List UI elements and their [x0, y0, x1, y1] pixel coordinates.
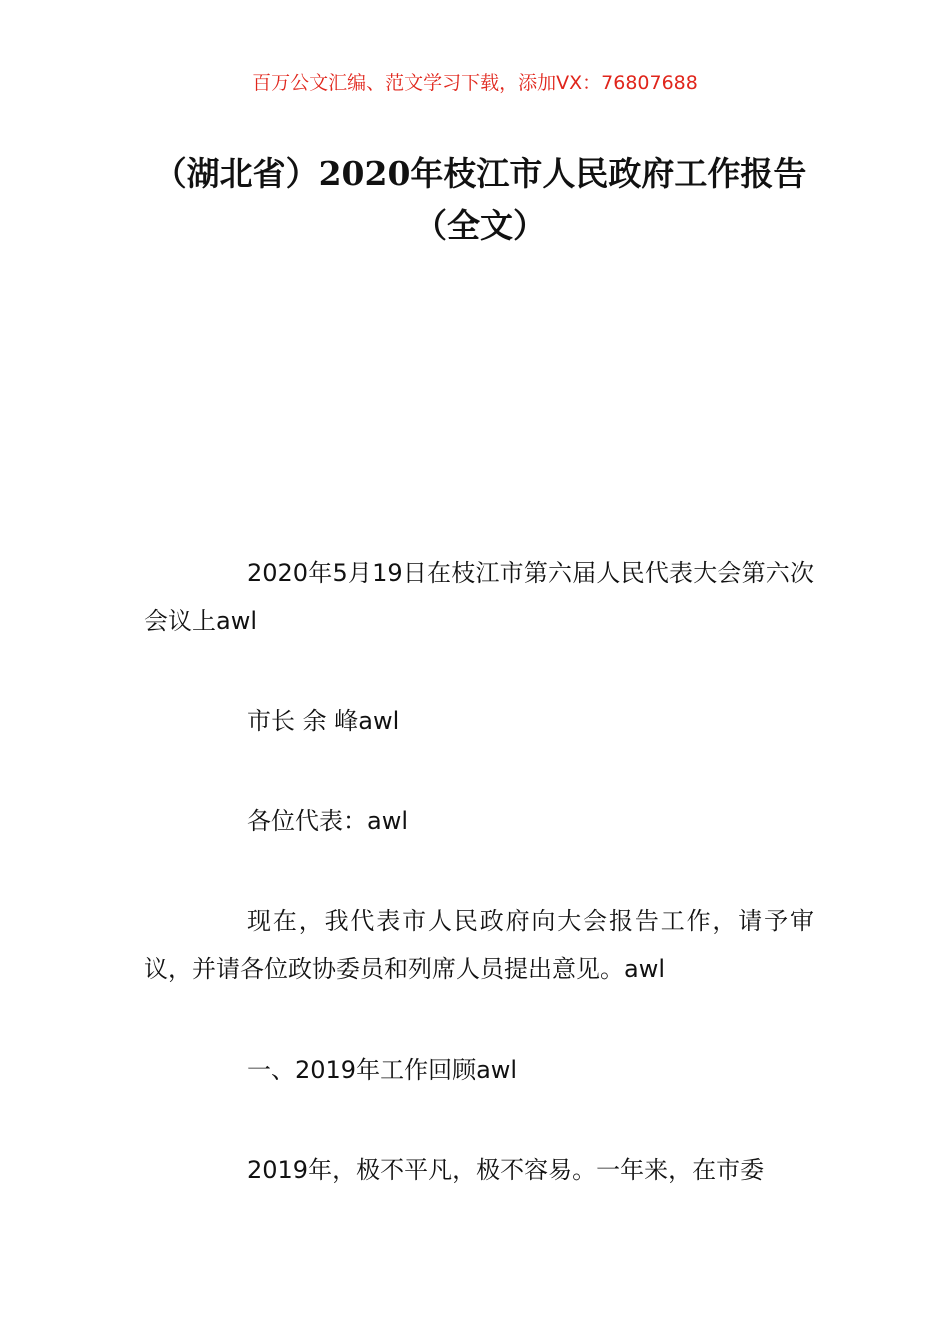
document-title: （湖北省）2020年枝江市人民政府工作报告（全文）: [153, 154, 807, 245]
paragraph-salutation: [144, 797, 814, 845]
paragraph-meeting-info: [144, 549, 814, 645]
paragraph-review-start: [144, 1146, 814, 1194]
paragraph-text: 市长 余 峰awl: [247, 707, 400, 735]
paragraph-text: 各位代表：awl: [247, 807, 409, 835]
paragraph-text: 2020年5月19日在枝江市第六届人民代表大会第六次会议上awl: [144, 559, 814, 635]
paragraph-speaker: [144, 697, 814, 745]
paragraph-text: 一、2019年工作回顾awl: [247, 1056, 518, 1084]
paragraph-text: 2019年，极不平凡，极不容易。一年来，在市委: [247, 1156, 765, 1184]
paragraph-introduction: [144, 897, 814, 993]
paragraph-text: 现在，我代表市人民政府向大会报告工作，请予审议，并请各位政协委员和列席人员提出意见。awl: [144, 907, 814, 983]
section-heading-review: [144, 1046, 814, 1094]
header-promo-note: 百万公文汇编、范文学习下载，添加VX：76807688: [252, 72, 698, 94]
